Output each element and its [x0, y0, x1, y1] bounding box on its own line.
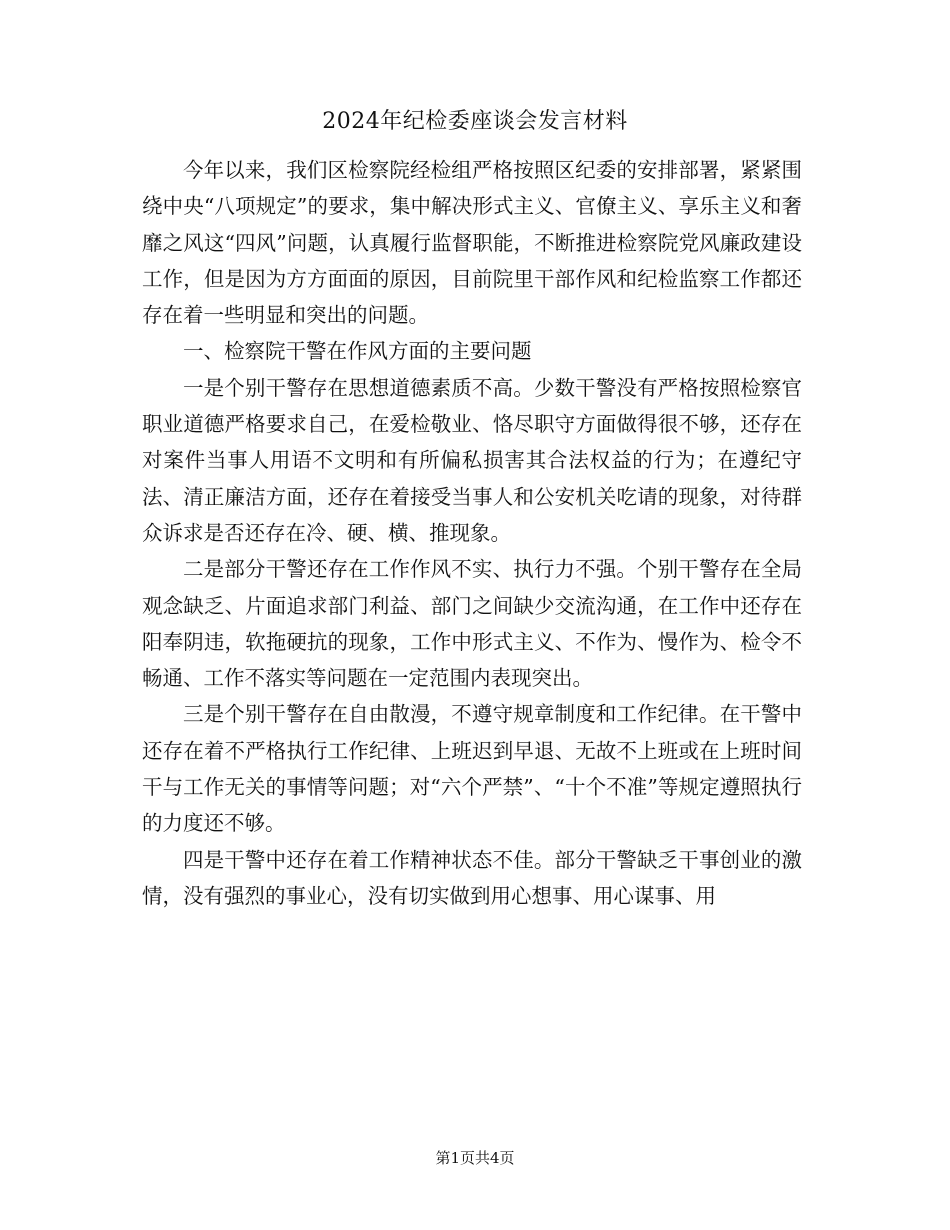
paragraph-point-2: 二是部分干警还存在工作作风不实、执行力不强。个别干警存在全局观念缺乏、片面追求部门利益、部门之间缺少交流沟通，在工作中还存在阳奉阴违，软拖硬抗的现象，工作中形式主义、不作为、慢作为、检令不畅通、工作不落实等问题在一定范围内表现突出。 [142, 557, 802, 691]
document-body [142, 152, 802, 914]
paragraph-point-4: 四是干警中还存在着工作精神状态不佳。部分干警缺乏干事创业的激情，没有强烈的事业心，没有切实做到用心想事、用心谋事、用 [142, 847, 802, 908]
paragraph-point-1: 一是个别干警存在思想道德素质不高。少数干警没有严格按照检察官职业道德严格要求自己，在爱检敬业、恪尽职守方面做得很不够，还存在对案件当事人用语不文明和有所偏私损害其合法权益的行为；在遵纪守法、清正廉洁方面，还存在着接受当事人和公安机关吃请的现象，对待群众诉求是否还存在冷、硬、横、推现象。 [142, 375, 802, 545]
section-heading-1: 一、检察院干警在作风方面的主要问题 [183, 339, 532, 364]
paragraph-point-3: 三是个别干警存在自由散漫，不遵守规章制度和工作纪律。在干警中还存在着不严格执行工作纪律、上班迟到早退、无故不上班或在上班时间干与工作无关的事情等问题；对“六个严禁”、“十个不准”等规定遵照执行的力度还不够。 [142, 702, 802, 836]
document-title: 2024年纪检委座谈会发言材料 [322, 109, 628, 134]
paragraph-intro: 今年以来，我们区检察院经检组严格按照区纪委的安排部署，紧紧围绕中央“八项规定”的要求，集中解决形式主义、官僚主义、享乐主义和奢靡之风这“四风”问题，认真履行监督职能，不断推进检察院党风廉政建设工作，但是因为方方面面的原因，目前院里干部作风和纪检监察工作都还存在着一些明显和突出的问题。 [142, 158, 802, 328]
page-number-footer: 第1页共4页 [435, 1149, 515, 1167]
